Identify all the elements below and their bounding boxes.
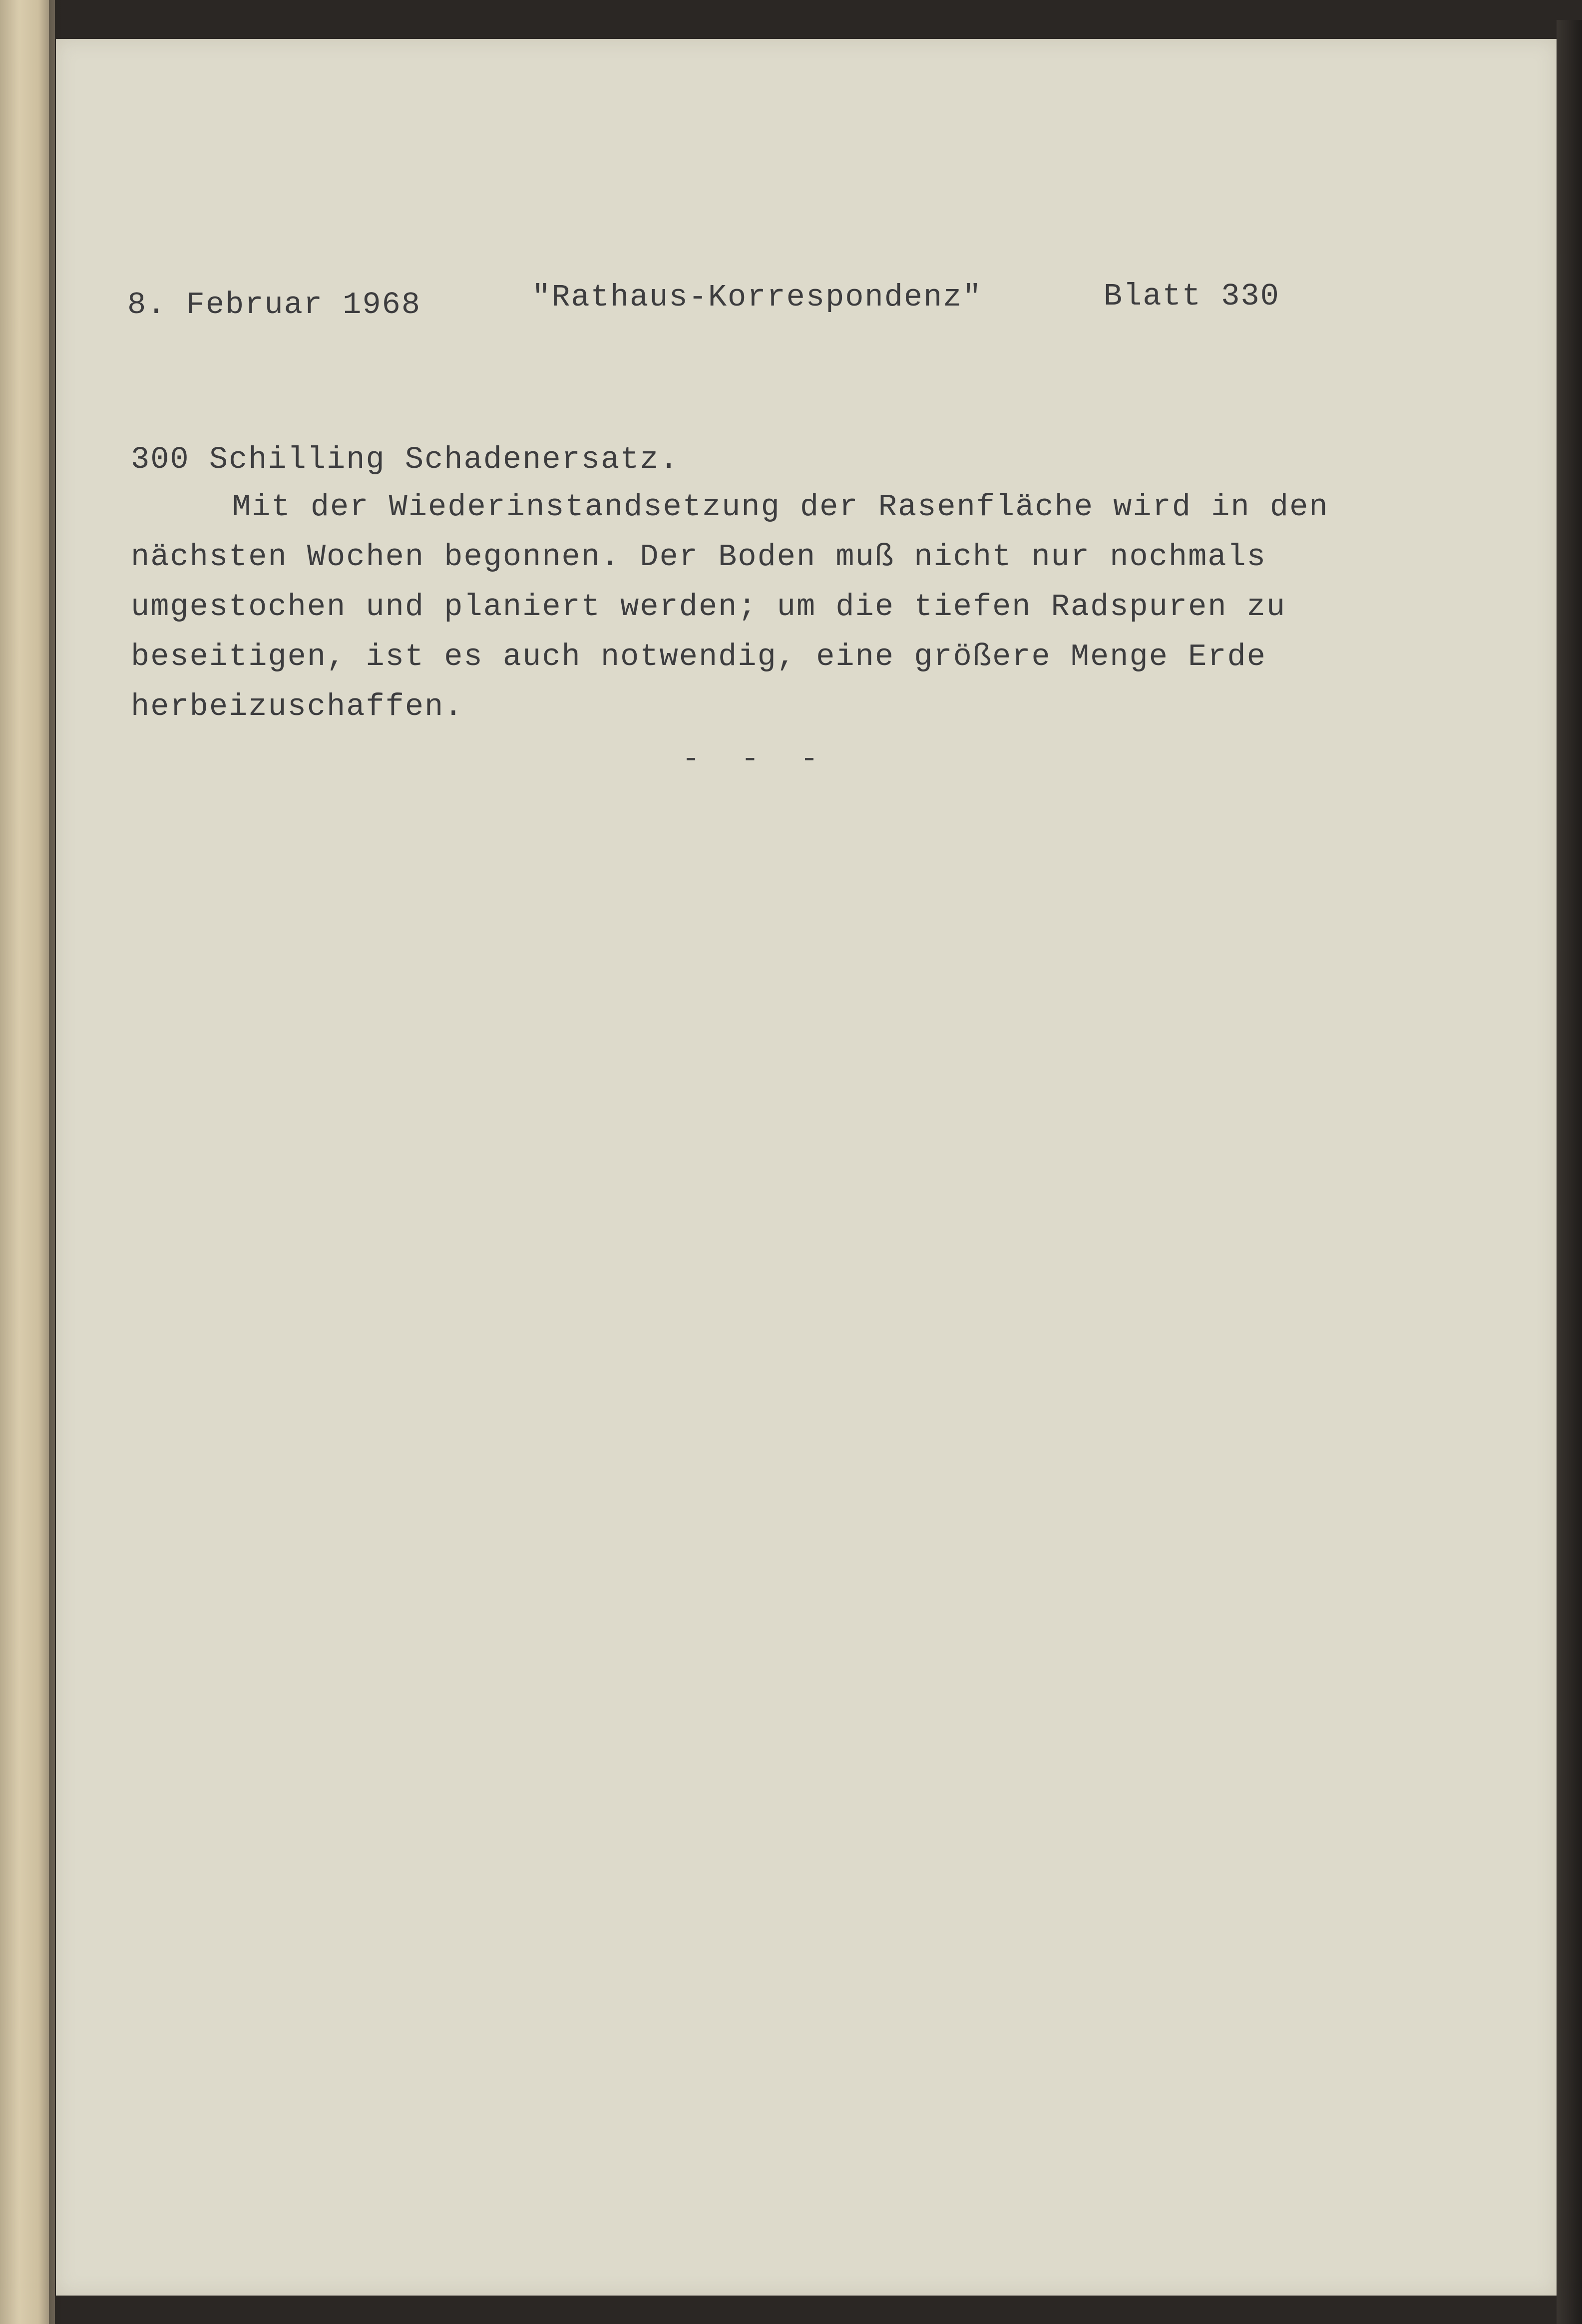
body-line: beseitigen, ist es auch notwendig, eine größere Menge Erde [131, 639, 1266, 674]
document-page [56, 39, 1557, 2296]
body-line: umgestochen und planiert werden; um die tiefen Radspuren zu [131, 589, 1286, 625]
page-edge [1557, 20, 1582, 2324]
book-binding [0, 0, 55, 2324]
body-line: nächsten Wochen begonnen. Der Boden muß nicht nur nochmals [131, 539, 1266, 575]
header-title: "Rathaus-Korrespondenz" [532, 280, 982, 315]
end-mark: - - - [682, 741, 830, 777]
body-line: herbeizuschaffen. [131, 689, 464, 724]
header-sheet-number: Blatt 330 [1104, 279, 1280, 314]
body-line: Mit der Wiederinstandsetzung der Rasenfläche wird in den [232, 489, 1329, 525]
header-date: 8. Februar 1968 [127, 287, 421, 323]
body-line: 300 Schilling Schadenersatz. [131, 442, 679, 477]
